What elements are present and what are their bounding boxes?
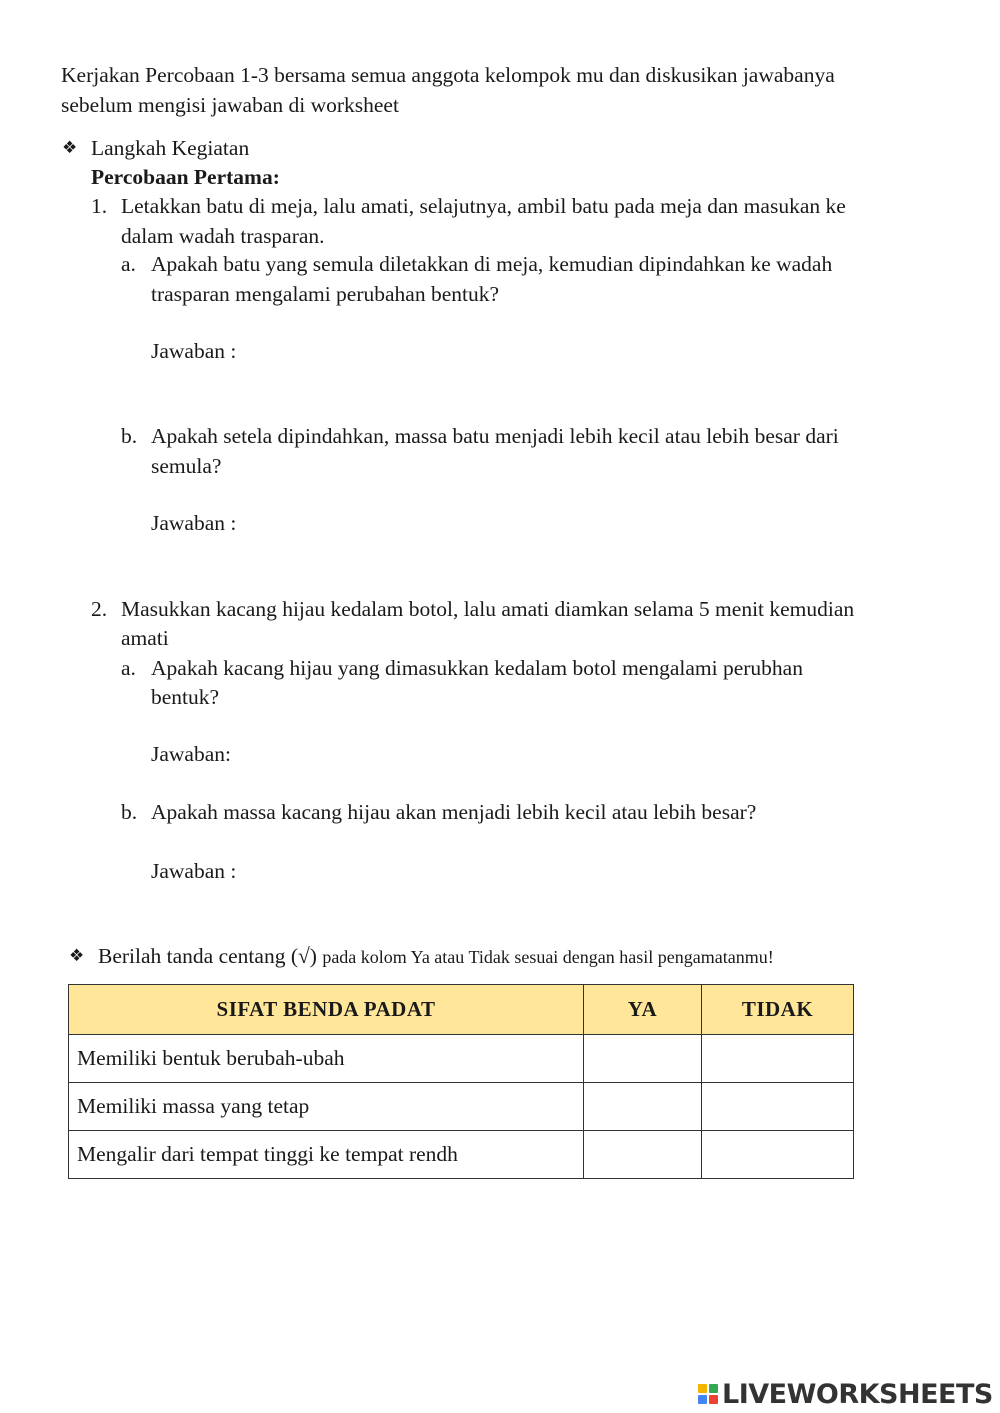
item-1-number: 1. — [91, 194, 108, 218]
item-1b-question-line-2: semula? — [151, 454, 222, 478]
item-1a-question-line-1: Apakah batu yang semula diletakkan di meja, kemudian dipindahkan ke wadah — [151, 252, 833, 276]
item-1b-question-line-1: Apakah setela dipindahkan, massa batu menjadi lebih kecil atau lebih besar dari — [151, 424, 839, 448]
tidak-check-cell[interactable] — [702, 1131, 854, 1179]
item-1b-label: b. — [121, 424, 138, 448]
item-2-line-2: amati — [121, 626, 169, 650]
item-2-line-1: Masukkan kacang hijau kedalam botol, lalu amati diamkan selama 5 menit kemudian — [121, 597, 855, 621]
diamond-bullet-icon: ❖ — [62, 138, 78, 158]
item-2-number: 2. — [91, 597, 108, 621]
item-1-line-1: Letakkan batu di meja, lalu amati, selajutnya, ambil batu pada meja dan masukan ke — [121, 194, 846, 218]
item-2b-question-line-1: Apakah massa kacang hijau akan menjadi lebih kecil atau lebih besar? — [151, 800, 757, 824]
steps-heading: Langkah Kegiatan — [91, 136, 250, 160]
header-sifat: SIFAT BENDA PADAT — [69, 985, 584, 1035]
item-2a-question-line-1: Apakah kacang hijau yang dimasukkan kedalam botol mengalami perubhan — [151, 656, 803, 680]
item-1a-label: a. — [121, 252, 136, 276]
item-2b-answer-label: Jawaban : — [151, 859, 237, 883]
ya-check-cell[interactable] — [584, 1035, 702, 1083]
item-2a-label: a. — [121, 656, 136, 680]
tidak-check-cell[interactable] — [702, 1083, 854, 1131]
item-2a-question-line-2: bentuk? — [151, 685, 220, 709]
property-cell: Memiliki bentuk berubah-ubah — [69, 1035, 584, 1083]
instruction-main: Berilah tanda centang (√) — [98, 944, 317, 968]
liveworksheets-logo — [698, 1377, 993, 1411]
intro-line-2: sebelum mengisi jawaban di worksheet — [61, 93, 399, 117]
experiment-title: Percobaan Pertama: — [91, 165, 280, 189]
property-cell: Memiliki massa yang tetap — [69, 1083, 584, 1131]
item-1b-answer-label: Jawaban : — [151, 511, 237, 535]
tidak-check-cell[interactable] — [702, 1035, 854, 1083]
liveworksheets-mark-icon — [698, 1384, 718, 1404]
item-1a-answer-label: Jawaban : — [151, 339, 237, 363]
item-1-line-2: dalam wadah trasparan. — [121, 224, 325, 248]
ya-check-cell[interactable] — [584, 1131, 702, 1179]
diamond-bullet-icon: ❖ — [69, 946, 85, 966]
table-row — [69, 1131, 854, 1179]
table-header-row — [69, 985, 854, 1035]
item-2a-answer-label: Jawaban: — [151, 742, 231, 766]
instruction — [98, 941, 774, 972]
item-2b-label: b. — [121, 800, 138, 824]
item-1a-question-line-2: trasparan mengalami perubahan bentuk? — [151, 282, 500, 306]
logo-text: LIVEWORKSHEETS — [722, 1378, 993, 1410]
intro-line-1: Kerjakan Percobaan 1-3 bersama semua anggota kelompok mu dan diskusikan jawabanya — [61, 63, 835, 87]
header-tidak: TIDAK — [702, 985, 854, 1035]
table-row — [69, 1035, 854, 1083]
instruction-detail: pada kolom Ya atau Tidak sesuai dengan hasil pengamatanmu! — [322, 947, 774, 967]
ya-check-cell[interactable] — [584, 1083, 702, 1131]
table-row — [69, 1083, 854, 1131]
properties-table — [68, 984, 854, 1179]
header-ya: YA — [584, 985, 702, 1035]
property-cell: Mengalir dari tempat tinggi ke tempat rendh — [69, 1131, 584, 1179]
